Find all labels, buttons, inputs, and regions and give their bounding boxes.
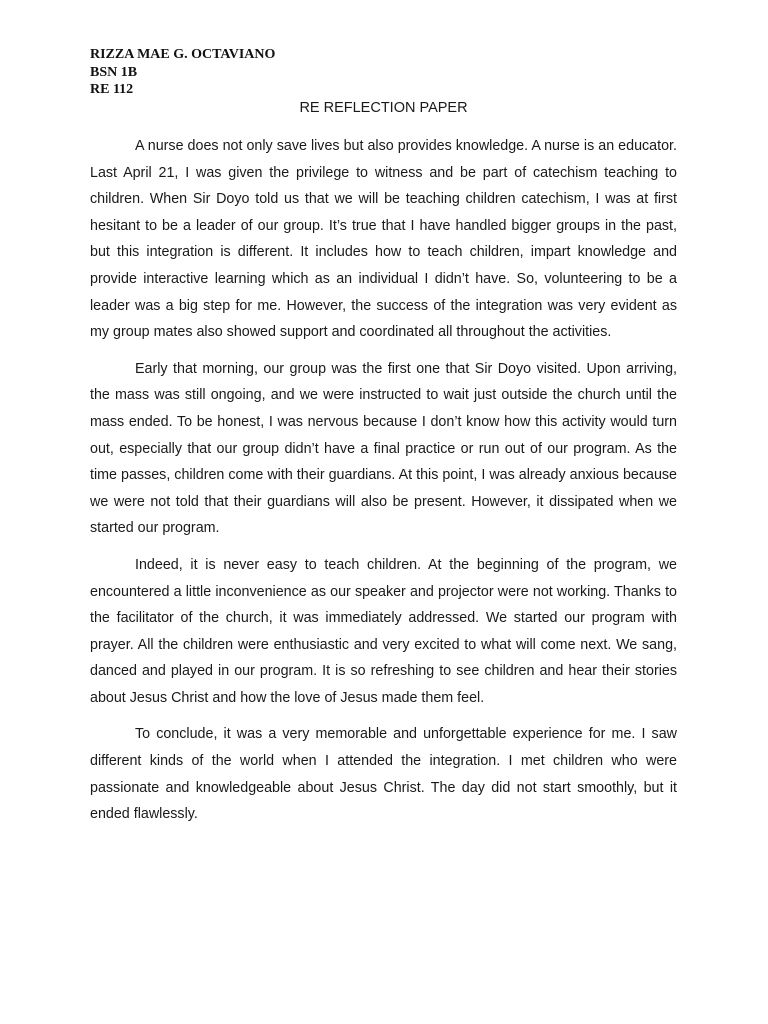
author-header bbox=[90, 46, 275, 99]
paragraph: A nurse does not only save lives but also provides knowledge. A nurse is an educator. Last April 21, I was given the privilege to witness and be part of catechism teaching to children. When Sir Doyo told us that we will be teaching children catechism, I was at first hesitant to be a leader of our group. It’s true that I have handled bigger groups in the past, but this integration is different. It includes how to teach children, impart knowledge and provide interactive learning which as an individual I didn’t have. So, volunteering to be a leader was a big step for me. However, the success of the integration was very evident as my group mates also showed support and coordinated all throughout the activities. bbox=[90, 138, 677, 341]
course-section: BSN 1B bbox=[90, 64, 138, 80]
document-title: RE REFLECTION PAPER bbox=[299, 100, 468, 116]
paragraph: Indeed, it is never easy to teach children. At the beginning of the program, we encountered a little inconvenience as our speaker and projector were not working. Thanks to the facilitator of the church, it was immediately addressed. We started our program with prayer. All the children were enthusiastic and very excited to what will come next. We sang, danced and played in our program. It is so refreshing to see children and hear their stories about Jesus Christ and how the love of Jesus made them feel. bbox=[90, 556, 677, 706]
paragraph: Early that morning, our group was the first one that Sir Doyo visited. Upon arriving, the mass was still ongoing, and we were instructed to wait just outside the church until the mass ended. To be honest, I was nervous because I don’t know how this activity would turn out, especially that our group didn’t have a final practice or run out of our program. As the time passes, children come with their guardians. At this point, I was already anxious because we were not told that their guardians will also be present. However, it dissipated when we started our program. bbox=[90, 360, 677, 537]
subject-code: RE 112 bbox=[90, 82, 134, 97]
document-body bbox=[90, 133, 677, 838]
author-name: RIZZA MAE G. OCTAVIANO bbox=[90, 47, 276, 62]
paragraph: To conclude, it was a very memorable and unforgettable experience for me. I saw different kinds of the world when I attended the integration. I met children who were passionate and knowledgeable about Jesus Christ. The day did not start smoothly, but it ended flawlessly. bbox=[90, 726, 677, 823]
